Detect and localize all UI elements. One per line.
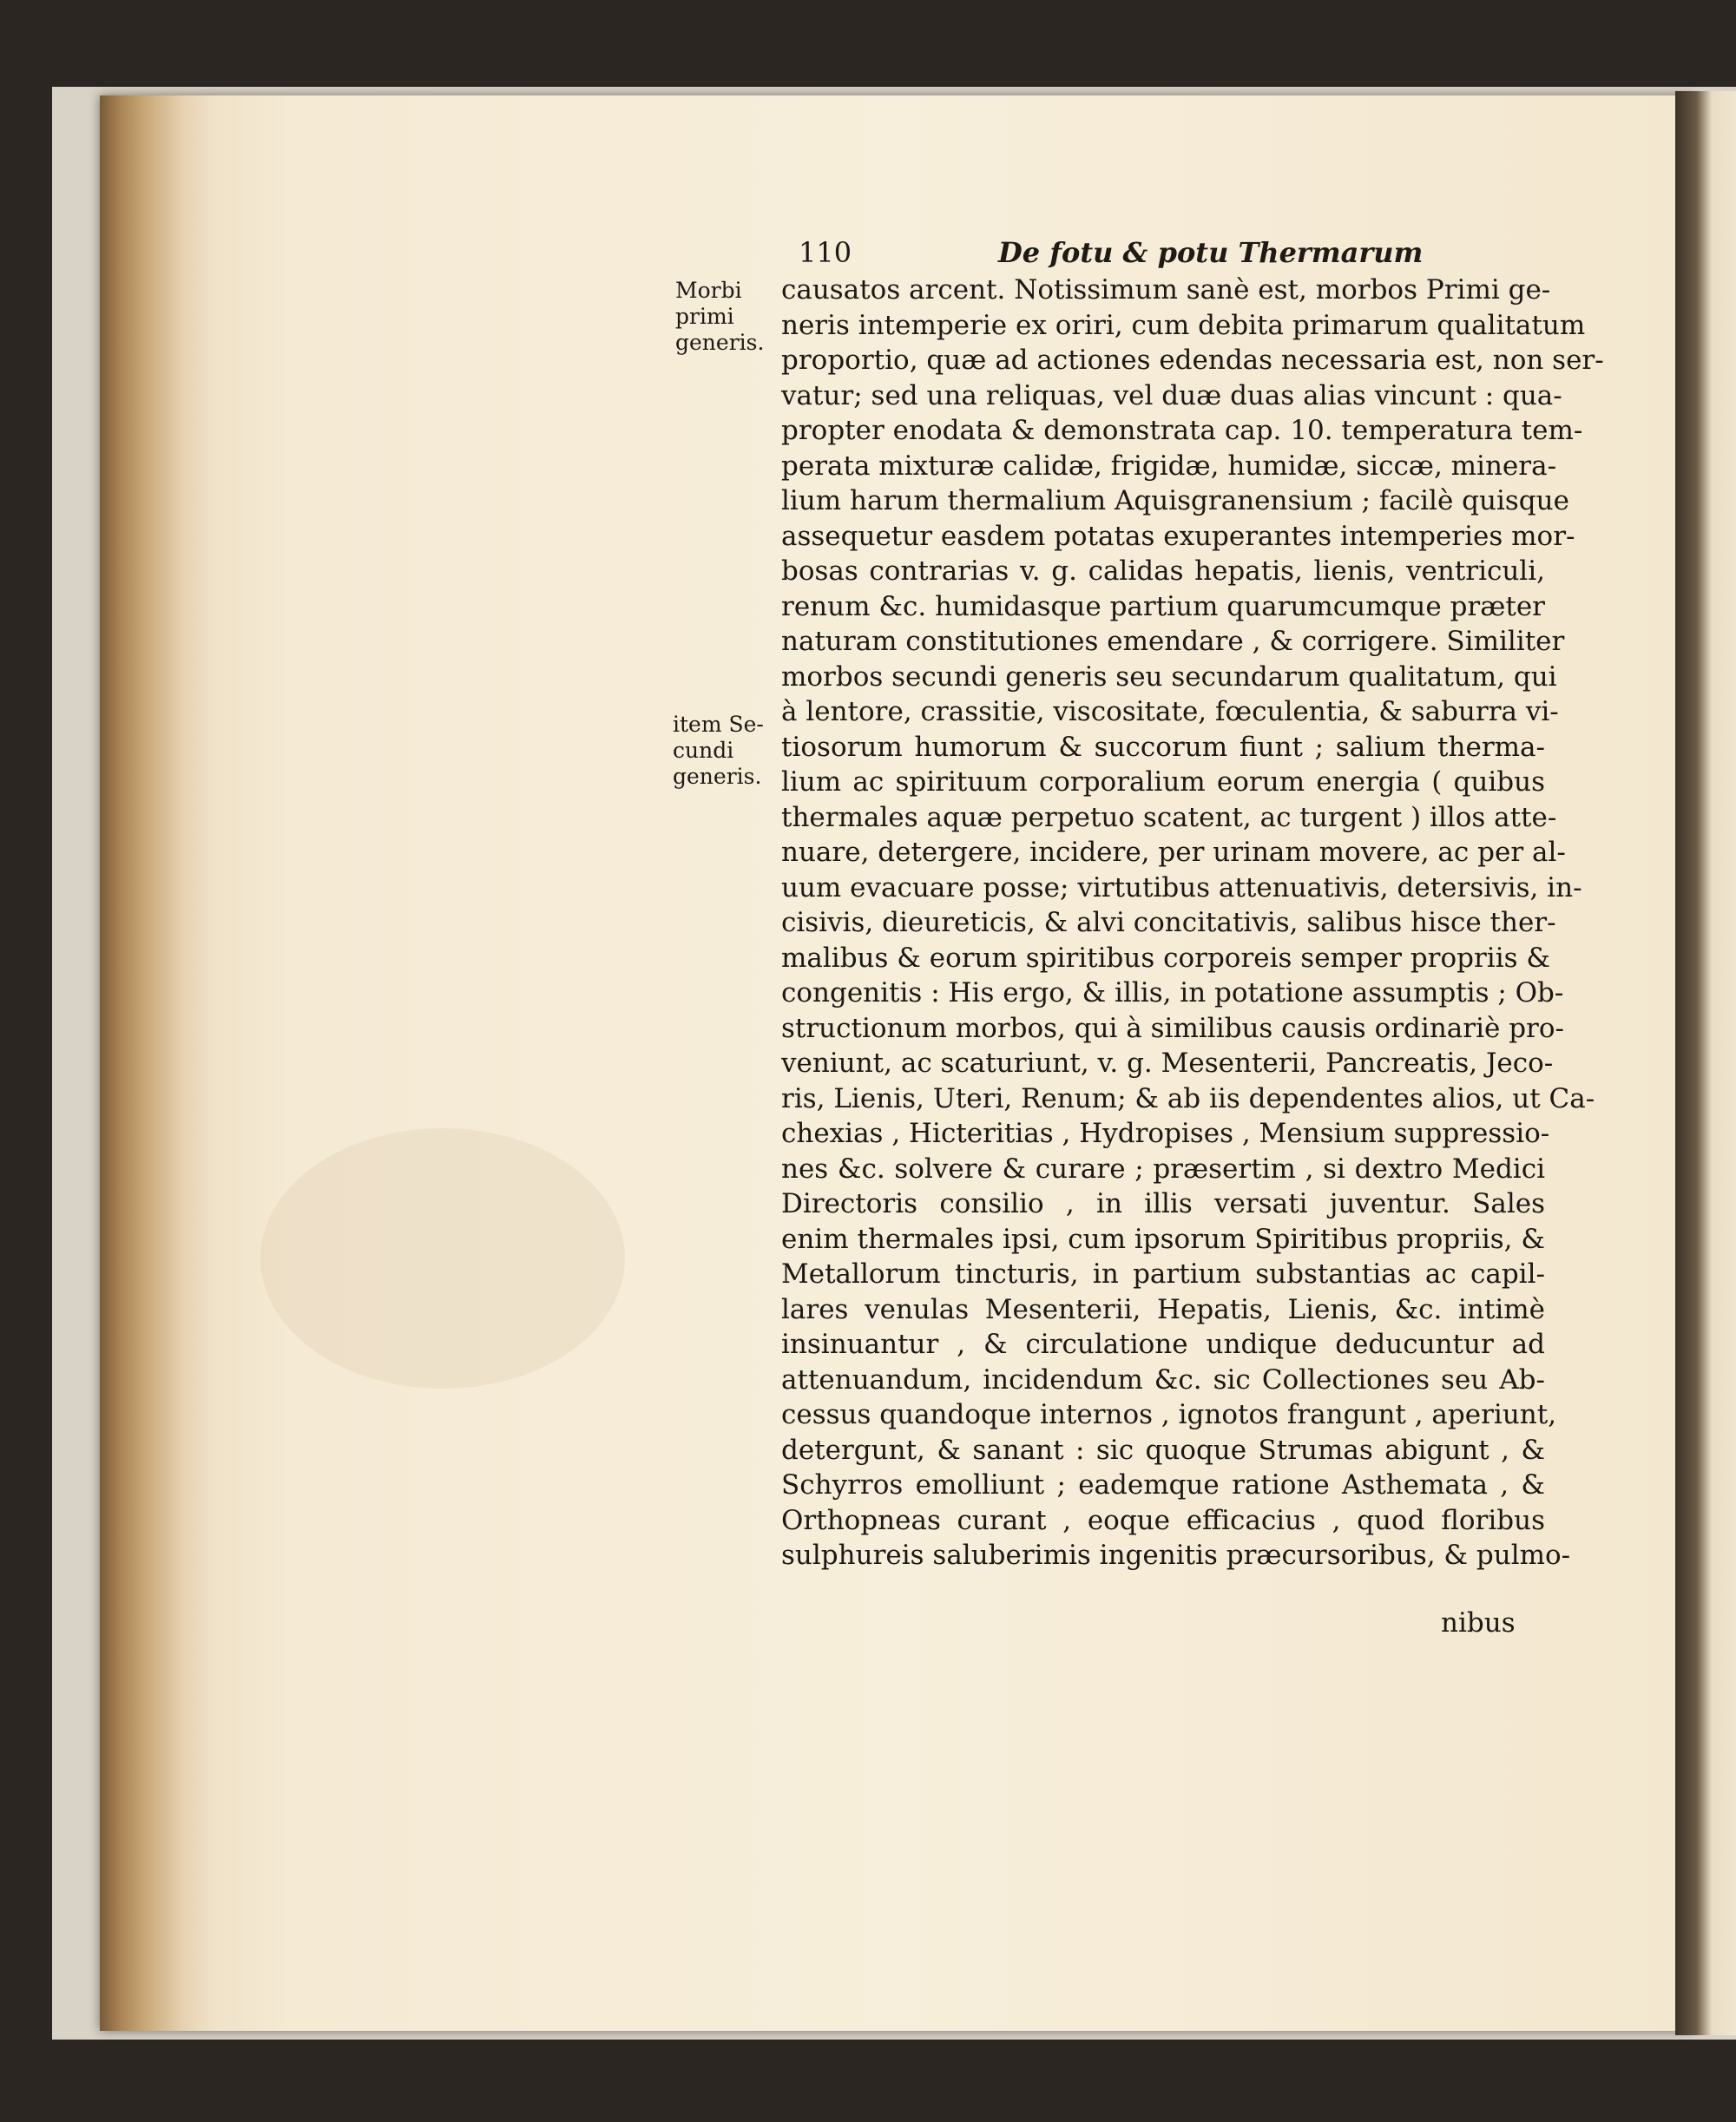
text-line: Directoris consilio , in illis versati juventur. Sales	[781, 1188, 1545, 1219]
text-line: à lentore, crassitie, viscositate, fœculentia, & saburra vi-	[781, 696, 1559, 727]
book-gutter	[1675, 91, 1736, 2035]
marginal-note-line: cundi	[673, 738, 734, 763]
marginal-note-line: primi	[675, 304, 734, 329]
text-line: assequetur easdem potatas exuperantes intemperies mor-	[781, 520, 1575, 552]
text-line: ris, Lienis, Uteri, Renum; & ab iis dependentes alios, ut Ca-	[781, 1082, 1595, 1114]
marginal-note-secundi	[673, 712, 781, 790]
text-line: congenitis : His ergo, & illis, in potatione assumptis ; Ob-	[781, 977, 1564, 1008]
text-line: enim thermales ipsi, cum ipsorum Spiritibus propriis, &	[781, 1223, 1545, 1255]
running-title: De fotu & potu Thermarum	[998, 236, 1424, 269]
text-line: tiosorum humorum & succorum fiunt ; salium therma-	[781, 731, 1545, 763]
marginal-note-line: generis.	[675, 330, 765, 355]
text-line: vatur; sed una reliquas, vel duæ duas alias vincunt : qua-	[781, 379, 1562, 411]
text-line: sulphureis saluberimis ingenitis præcursoribus, & pulmo-	[781, 1540, 1571, 1571]
text-line: veniunt, ac scaturiunt, v. g. Mesenterii, Pancreatis, Jeco-	[781, 1048, 1554, 1079]
text-line: perata mixturæ calidæ, frigidæ, humidæ, siccæ, minera-	[781, 450, 1557, 482]
text-line: proportio, quæ ad actiones edendas necessaria est, non ser-	[781, 345, 1604, 376]
text-line: Orthopneas curant , eoque efficacius , quod floribus	[781, 1504, 1545, 1536]
body-text	[781, 273, 1604, 1573]
page-number: 110	[799, 236, 852, 269]
text-line: lium ac spirituum corporalium eorum energia ( quibus	[781, 766, 1545, 798]
text-line: Metallorum tincturis, in partium substantias ac capil-	[781, 1258, 1545, 1290]
text-line: neris intemperie ex oriri, cum debita primarum qualitatum	[781, 309, 1586, 341]
text-line: detergunt, & sanant : sic quoque Strumas abigunt , &	[781, 1434, 1545, 1466]
text-line: attenuandum, incidendum &c. sic Collectiones seu Ab-	[781, 1363, 1545, 1396]
paper-stain	[260, 1128, 625, 1389]
text-line: uum evacuare posse; virtutibus attenuativis, detersivis, in-	[781, 871, 1582, 903]
text-line: nuare, detergere, incidere, per urinam movere, ac per al-	[781, 837, 1566, 868]
text-line: malibus & eorum spiritibus corporeis semper propriis &	[781, 942, 1550, 974]
marginal-note-line: Morbi	[675, 278, 742, 303]
text-line: cessus quandoque internos , ignotos frangunt , aperiunt,	[781, 1399, 1557, 1430]
catchword: nibus	[1441, 1607, 1516, 1639]
text-line: structionum morbos, qui à similibus causis ordinariè pro-	[781, 1012, 1564, 1044]
text-line: thermales aquæ perpetuo scatent, ac turgent ) illos atte-	[781, 801, 1557, 833]
text-line: insinuantur , & circulatione undique deducuntur ad	[781, 1329, 1545, 1360]
text-line: causatos arcent. Notissimum sanè est, morbos Primi ge-	[781, 274, 1551, 305]
text-line: naturam constitutiones emendare , & corrigere. Similiter	[781, 626, 1565, 657]
marginal-note-line: item Se-	[673, 712, 764, 737]
text-line: renum &c. humidasque partium quarumcumque præter	[781, 590, 1545, 622]
text-line: bosas contrarias v. g. calidas hepatis, lienis, ventriculi,	[781, 555, 1545, 587]
page-fore-edge	[100, 95, 213, 2031]
text-line: nes &c. solvere & curare ; præsertim , si dextro Medici	[781, 1153, 1545, 1185]
text-line: morbos secundi generis seu secundarum qualitatum, qui	[781, 660, 1557, 693]
text-line: lares venulas Mesenterii, Hepatis, Lienis, &c. intimè	[781, 1293, 1545, 1325]
page-header	[799, 236, 1545, 274]
text-line: chexias , Hicteritias , Hydropises , Mensium suppressio-	[781, 1118, 1550, 1149]
text-line: cisivis, dieureticis, & alvi concitativis, salibus hisce ther-	[781, 907, 1556, 938]
text-line: Schyrros emolliunt ; eademque ratione Asthemata , &	[781, 1469, 1545, 1501]
text-line: propter enodata & demonstrata cap. 10. temperatura tem-	[781, 415, 1583, 446]
text-line: lium harum thermalium Aquisgranensium ; facilè quisque	[781, 485, 1569, 516]
marginal-note-line: generis.	[673, 764, 762, 789]
marginal-note-primi	[675, 278, 779, 356]
